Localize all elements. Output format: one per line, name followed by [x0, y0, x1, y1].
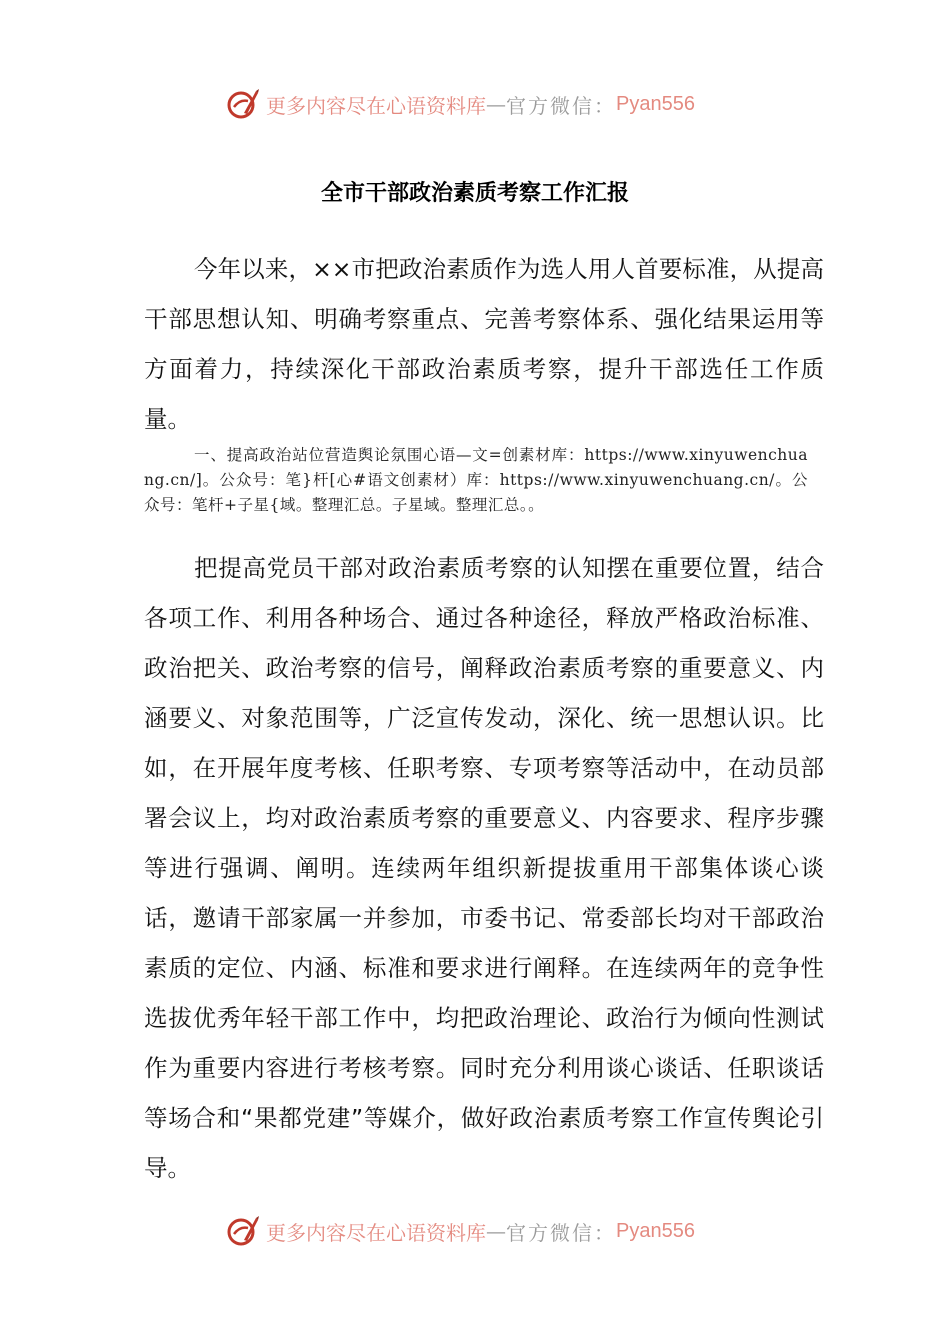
- banner-wechat-id: Pyan556: [616, 1219, 695, 1242]
- intro-paragraph: 今年以来，××市把政治素质作为选人用人首要标准，从提高干部思想认知、明确考察重点、完善考察体系、强化结果运用等方面着力，持续深化干部政治素质考察，提升干部选任工作质量。: [144, 255, 824, 433]
- quill-pen-logo-icon: [226, 87, 260, 121]
- banner-wechat-label: 官方微信：: [506, 93, 616, 118]
- banner-separator: —: [486, 1219, 506, 1243]
- footer-banner: [226, 1211, 695, 1251]
- body-paragraph: 把提高党员干部对政治素质考察的认知摆在重要位置，结合各项工作、利用各种场合、通过各种途径，释放严格政治标准、政治把关、政治考察的信号，阐释政治素质考察的重要意义、内涵要义、对象范围等，广泛宣传发动，深化、统一思想认识。比如，在开展年度考核、任职考察、专项考察等活动中，在动员部署会议上，均对政治素质考察的重要意义、内容要求、程序步骤等进行强调、阐明。连续两年组织新提拔重用干部集体谈心谈话，邀请干部家属一并参加，市委书记、常委部长均对干部政治素质的定位、内涵、标准和要求进行阐释。在连续两年的竞争性选拔优秀年轻干部工作中，均把政治理论、政治行为倾向性测试作为重要内容进行考核考察。同时充分利用谈心谈话、任职谈话等场合和“果都党建”等媒介，做好政治素质考察工作宣传舆论引导。: [144, 554, 824, 1182]
- banner-wechat-id: Pyan556: [616, 92, 695, 115]
- quill-pen-logo-icon: [226, 1214, 260, 1248]
- banner-promo-text: 更多内容尽在心语资料库: [266, 93, 486, 118]
- section-heading-source-text: 一、提高政治站位营造舆论氛围心语—文=创素材库：https://www.xinyuwenchuang.cn/]。公众号：笔}杆[心#语文创素材）库：https://www.xinyuwenchuang.cn/。公众号：笔杆+子星{域。整理汇总。子星域。整理汇总。。: [144, 446, 808, 514]
- banner-promo-text: 更多内容尽在心语资料库: [266, 1220, 486, 1245]
- banner-wechat-label: 官方微信：: [506, 1220, 616, 1245]
- banner-separator: —: [486, 92, 506, 116]
- header-banner: [226, 84, 695, 124]
- document-title: 全市干部政治素质考察工作汇报: [320, 181, 629, 206]
